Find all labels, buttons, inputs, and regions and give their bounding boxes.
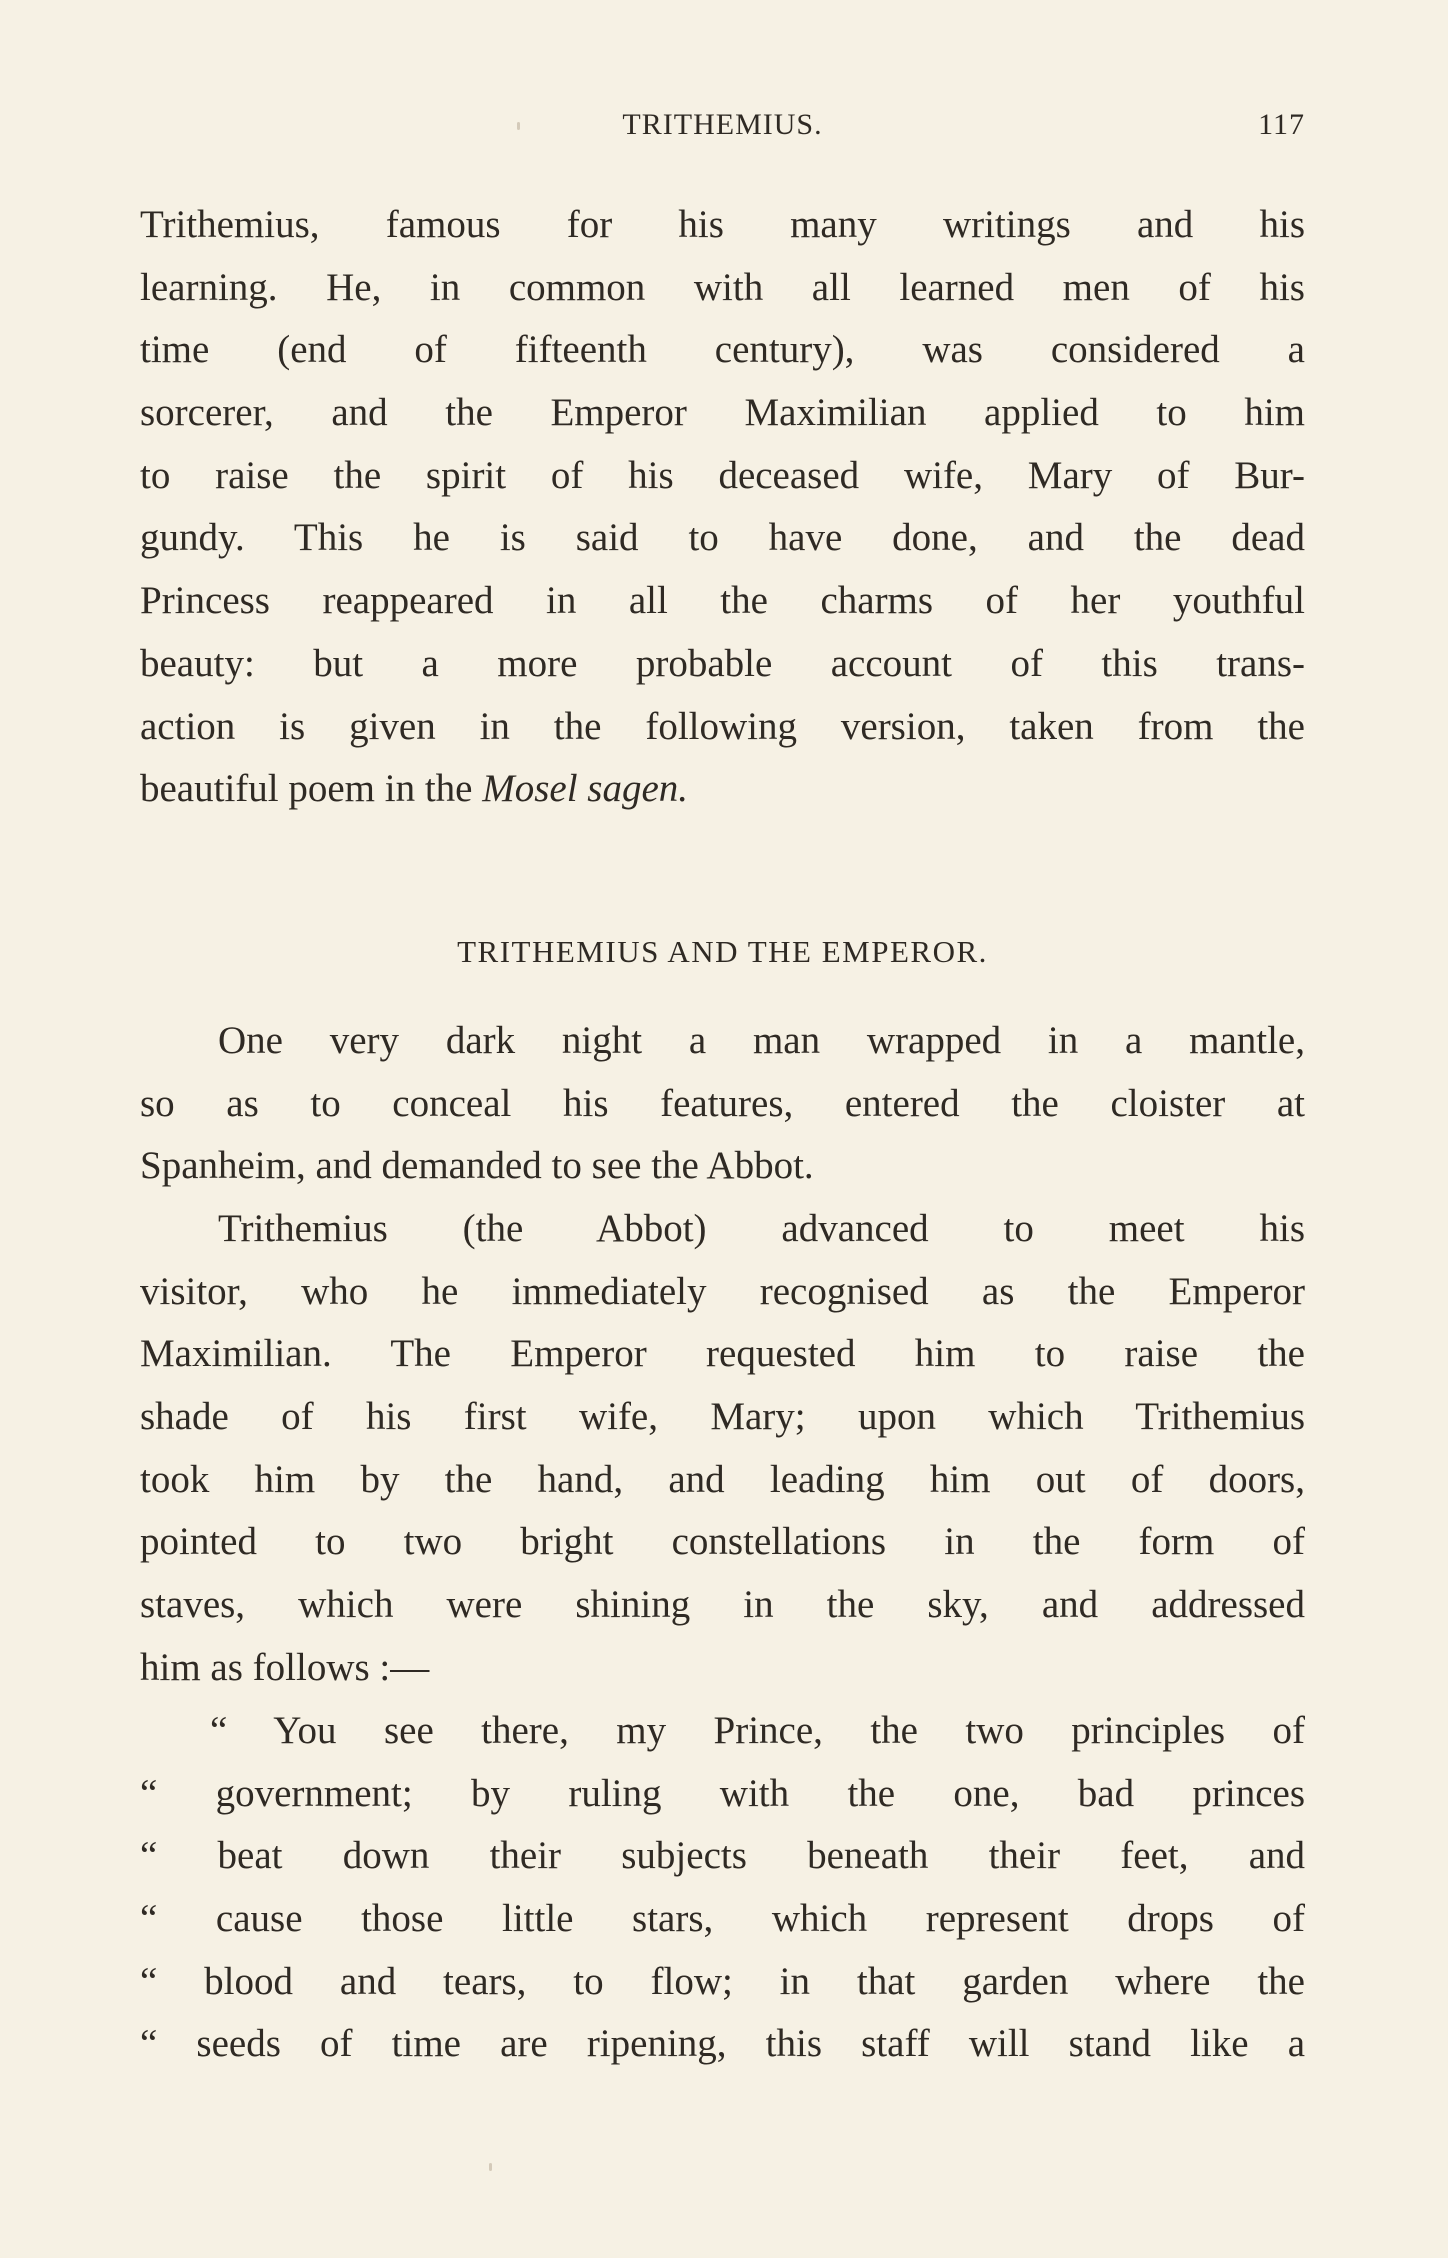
section-paragraph-1 [140, 1010, 1305, 1198]
section-heading: TRITHEMIUS AND THE EMPEROR. [457, 934, 988, 969]
italic-title: Mosel sagen. [482, 767, 689, 811]
quote-line: “ seeds of time are ripening, this staff will stand like a [140, 2022, 1305, 2066]
quotation [140, 1700, 1305, 2076]
text-line: so as to conceal his features, entered the cloister at [140, 1081, 1305, 1125]
quote-line: “ beat down their subjects beneath their feet, and [140, 1834, 1305, 1878]
text-line: Trithemius, famous for his many writings and his [140, 203, 1305, 246]
text-line: staves, which were shining in the sky, and addressed [140, 1583, 1305, 1627]
text-line: took him by the hand, and leading him out of doors, [140, 1457, 1305, 1501]
text-line: time (end of fifteenth century), was considered a [140, 328, 1305, 372]
text-line: Maximilian. The Emperor requested him to raise the [140, 1332, 1305, 1376]
page-number: 117 [1258, 108, 1305, 141]
paper-speck [489, 2163, 492, 2171]
quote-line: “ cause those little stars, which represent drops of [140, 1897, 1305, 1941]
text-line: action is given in the following version, taken from the [140, 704, 1305, 748]
text-line: shade of his first wife, Mary; upon which Trithemius [140, 1395, 1305, 1439]
text-line: beauty: but a more probable account of this trans- [140, 641, 1305, 685]
text-line: One very dark night a man wrapped in a mantle, [218, 1019, 1305, 1062]
text-fragment: beautiful poem in the [140, 767, 483, 811]
section-paragraph-2 [140, 1198, 1305, 1700]
text-line: sorcerer, and the Emperor Maximilian applied to him [140, 391, 1305, 435]
text-line: visitor, who he immediately recognised as the Emperor [140, 1269, 1305, 1313]
quote-line: “ You see there, my Prince, the two principles of [210, 1709, 1305, 1752]
text-line: Trithemius (the Abbot) advanced to meet his [218, 1207, 1305, 1250]
text-line: Princess reappeared in all the charms of her youthful [140, 579, 1305, 623]
text-line-final [140, 758, 1305, 821]
quote-line: “ blood and tears, to flow; in that garden where the [140, 1959, 1305, 2003]
text-line: pointed to two bright constellations in the form of [140, 1520, 1305, 1564]
text-line: him as follows :— [140, 1645, 430, 1689]
text-line: to raise the spirit of his deceased wife, Mary of Bur- [140, 453, 1305, 497]
intro-paragraph [140, 194, 1305, 821]
quote-line: “ government; by ruling with the one, bad princes [140, 1771, 1305, 1815]
text-line: learning. He, in common with all learned men of his [140, 265, 1305, 309]
text-line: gundy. This he is said to have done, and the dead [140, 516, 1305, 560]
running-head [140, 108, 1305, 158]
text-line: Spanheim, and demanded to see the Abbot. [140, 1144, 814, 1188]
running-title: TRITHEMIUS. [622, 108, 823, 141]
